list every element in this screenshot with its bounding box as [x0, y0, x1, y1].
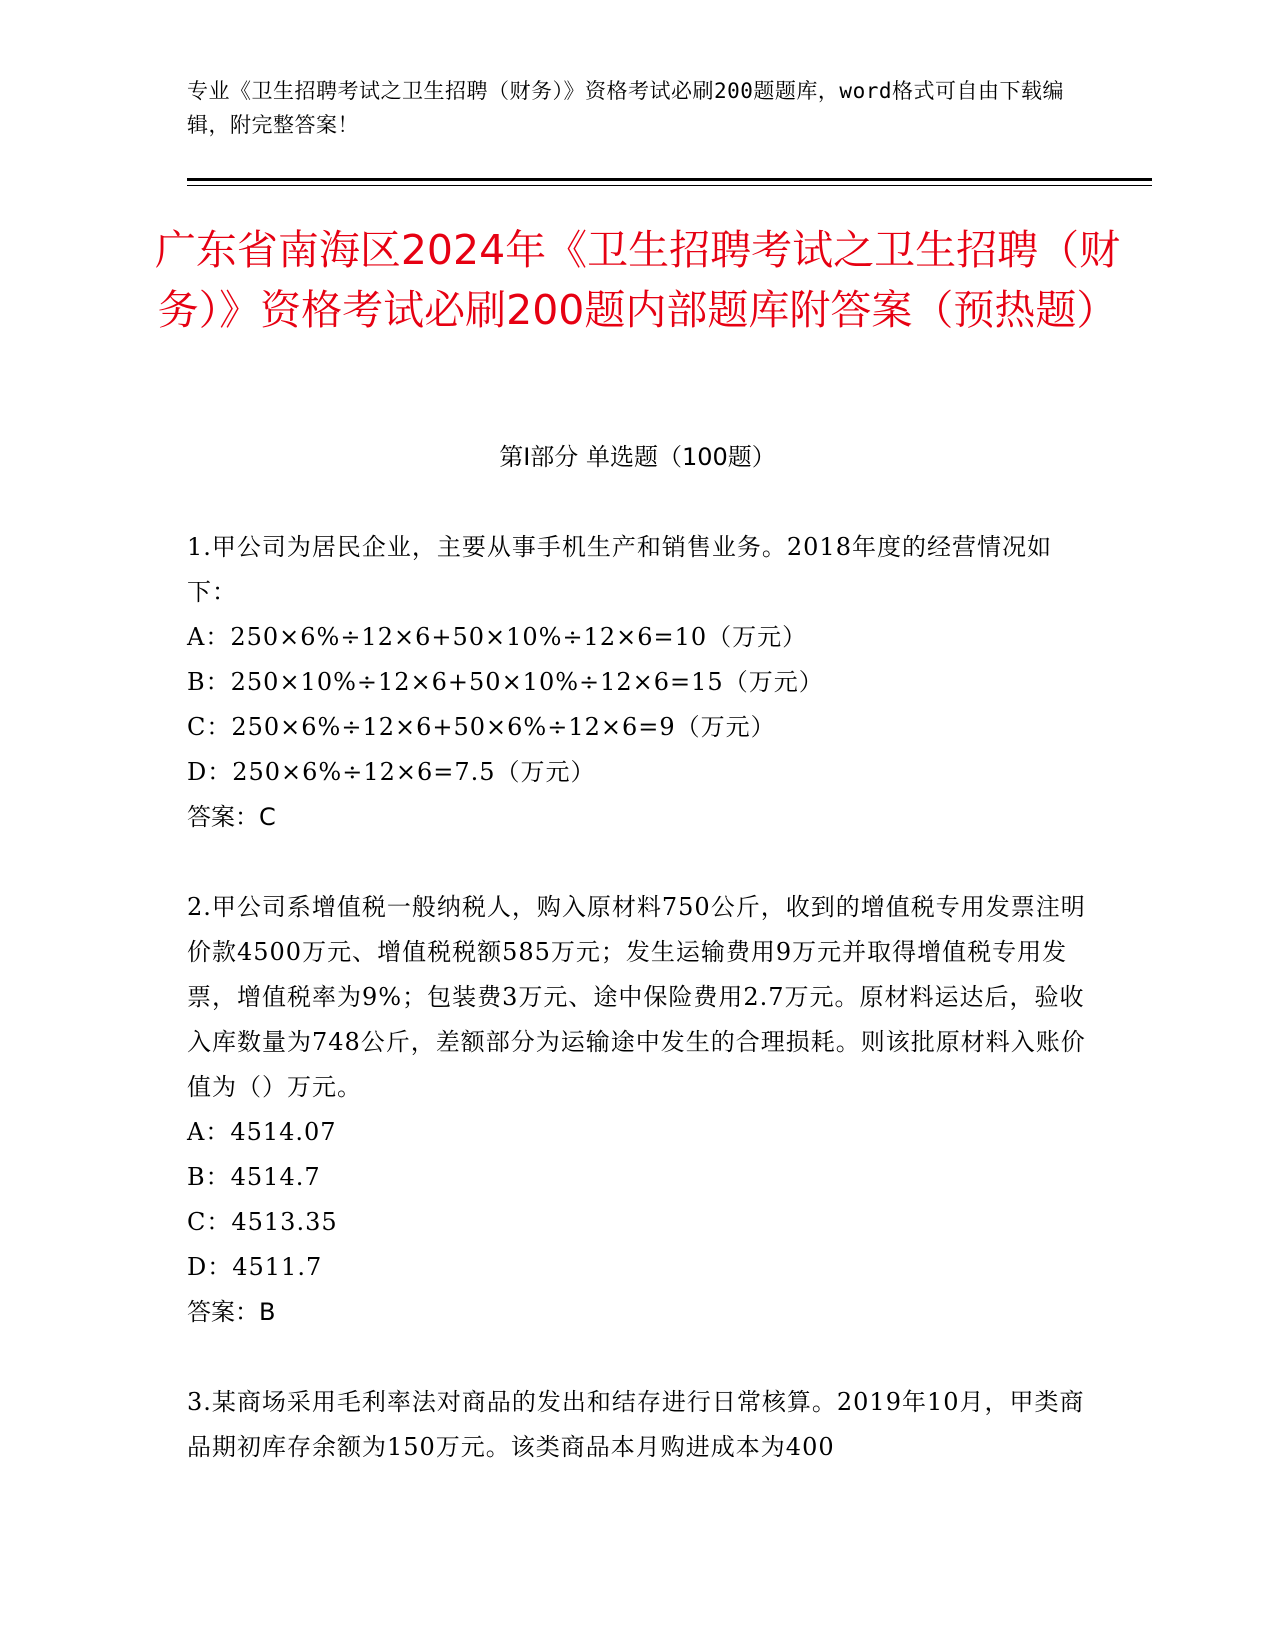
section-title: 第Ⅰ部分 单选题（100题）: [499, 443, 776, 471]
option-a: A：4514.07: [187, 1118, 337, 1146]
question-list: [187, 525, 1087, 1515]
option-b: B：250×10%÷12×6+50×10%÷12×6=15（万元）: [187, 668, 824, 696]
question-stem: 2.甲公司系增值税一般纳税人，购入原材料750公斤，收到的增值税专用发票注明价款4500万元、增值税税额585万元；发生运输费用9万元并取得增值税专用发票，增值税率为9%；包装费3万元、途中保险费用2.7万元。原材料运达后，验收入库数量为748公斤，差额部分为运输途中发生的合理损耗。则该批原材料入账价值为（）万元。: [187, 893, 1086, 1101]
question-stem: 1.甲公司为居民企业，主要从事手机生产和销售业务。2018年度的经营情况如下：: [187, 533, 1052, 606]
option-c: C：4513.35: [187, 1208, 338, 1236]
option-d: D：4511.7: [187, 1253, 323, 1281]
answer-line: 答案：C: [187, 803, 276, 831]
question-stem: 3.某商场采用毛利率法对商品的发出和结存进行日常核算。2019年10月，甲类商品期初库存余额为150万元。该类商品本月购进成本为400: [187, 1388, 1085, 1461]
header-divider-thick: [187, 178, 1152, 181]
option-a: A：250×6%÷12×6+50×10%÷12×6=10（万元）: [187, 623, 808, 651]
question-2: [187, 885, 1087, 1335]
option-b: B：4514.7: [187, 1163, 321, 1191]
question-1: [187, 525, 1087, 840]
option-c: C：250×6%÷12×6+50×6%÷12×6=9（万元）: [187, 713, 776, 741]
header-divider-thin: [187, 185, 1152, 186]
option-d: D：250×6%÷12×6=7.5（万元）: [187, 758, 596, 786]
header-note: 专业《卫生招聘考试之卫生招聘（财务）》资格考试必刷200题题库，word格式可自由下载编辑，附完整答案！: [187, 79, 1064, 137]
document-title: 广东省南海区2024年《卫生招聘考试之卫生招聘（财务）》资格考试必刷200题内部题库附答案（预热题）: [154, 226, 1121, 334]
answer-line: 答案：B: [187, 1298, 276, 1326]
question-3: [187, 1380, 1087, 1470]
